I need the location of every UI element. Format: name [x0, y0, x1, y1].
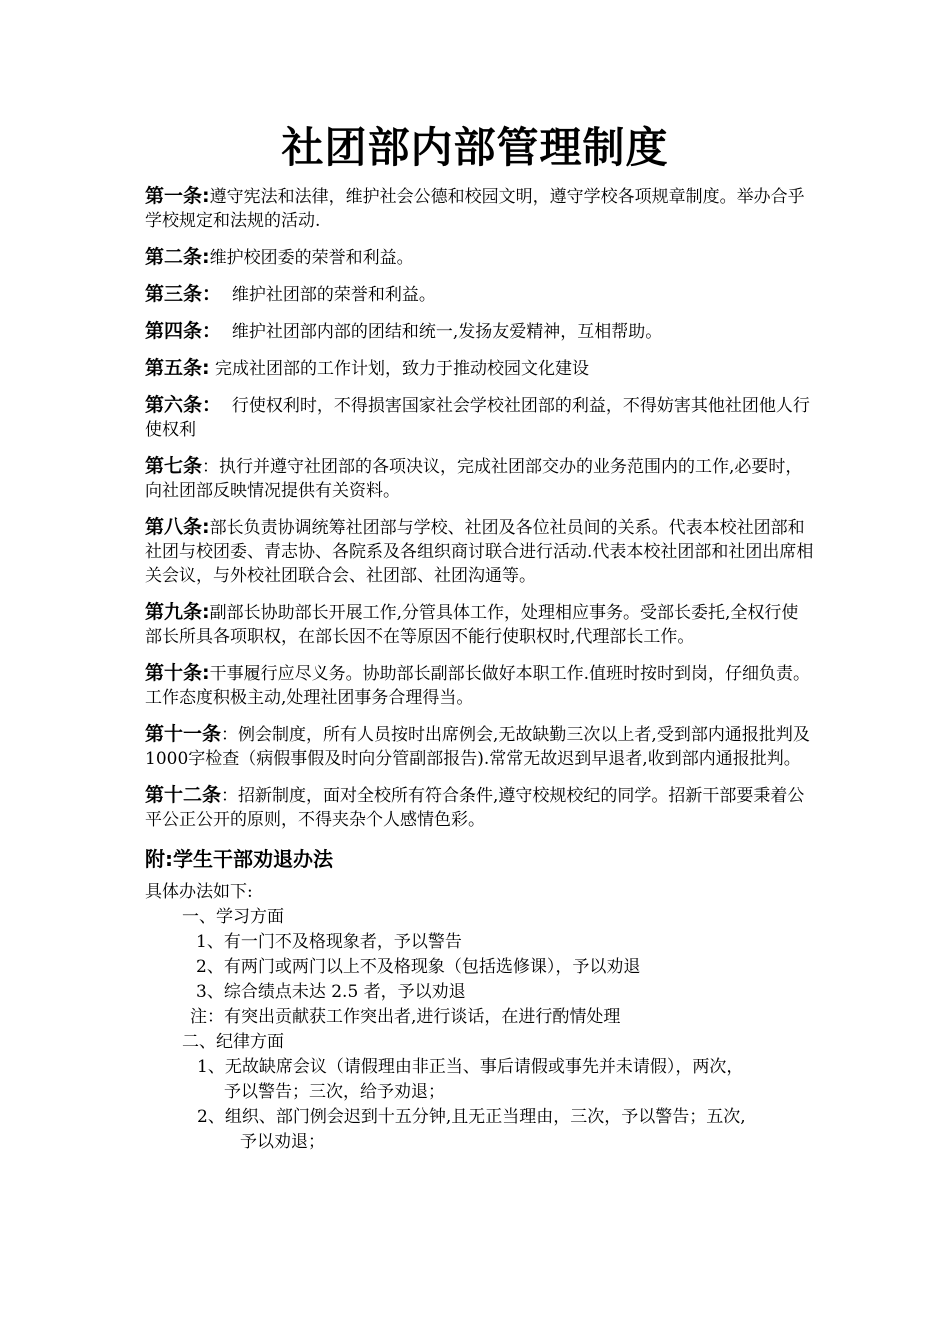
article-label: 第四条：	[145, 320, 222, 342]
article-label: 第八条:	[145, 516, 210, 538]
article-8	[145, 515, 815, 588]
article-label: 第十二条	[145, 784, 222, 806]
article-label: 第五条:	[145, 357, 210, 379]
article-text: 维护校团委的荣誉和利益。	[209, 248, 414, 268]
article-text: 部长负责协调统筹社团部与学校、社团及各位社员间的关系。代表本校社团部和社团与校团委、青志协、各院系及各组织商讨联合进行活动.代表本校社团部和社团出席相关会议，与外校社团联合会、社团部、社团沟通等。	[145, 518, 814, 586]
article-text: 副部长协助部长开展工作,分管具体工作，处理相应事务。受部长委托,全权行使部长所具各项职权，在部长因不在等原因不能行使职权时,代理部长工作。	[145, 603, 799, 647]
list-item: 3、综合绩点未达 2.5 者，予以劝退	[196, 982, 466, 1002]
list-item-line: 2、组织、部门例会迟到十五分钟,且无正当理由，三次，予以警告；五次,	[197, 1107, 746, 1127]
article-label: 第九条:	[145, 601, 210, 623]
article-9	[145, 600, 815, 649]
appendix-title: 附:学生干部劝退办法	[145, 847, 333, 871]
article-text: ：招新制度，面对全校所有符合条件,遵守校规校纪的同学。招新干部要秉着公平公正公开的原则，不得夹杂个人感情色彩。	[145, 786, 805, 830]
article-text: 完成社团部的工作计划，致力于推动校园文化建设	[209, 359, 590, 379]
list-item	[145, 1105, 817, 1155]
article-label: 第十一条	[145, 723, 222, 745]
section-heading-discipline: 二、纪律方面	[182, 1032, 284, 1052]
article-text: ：例会制度，所有人员按时出席例会,无故缺勤三次以上者,受到部内通报批判及1000字检查（病假事假及时向分管副部报告).常常无故迟到早退者,收到部内通报批判。	[145, 725, 810, 769]
article-text: 遵守宪法和法律，维护社会公德和校园文明，遵守学校各项规章制度。举办合乎学校规定和法规的活动.	[145, 187, 805, 231]
article-label: 第三条：	[145, 283, 222, 305]
article-1	[145, 184, 815, 233]
article-11	[145, 722, 815, 771]
list-item: 2、有两门或两门以上不及格现象（包括选修课），予以劝退	[196, 957, 641, 977]
article-label: 第十条:	[145, 662, 210, 684]
appendix-note: 注：有突出贡献获工作突出者,进行谈话，在进行酌情处理	[190, 1007, 621, 1027]
article-text: 干事履行应尽义务。协助部长副部长做好本职工作.值班时按时到岗，仔细负责。工作态度积极主动,处理社团事务合理得当。	[145, 664, 811, 708]
document-title: 社团部内部管理制度	[281, 123, 669, 172]
list-item-line: 予以警告；三次，给予劝退；	[224, 1082, 445, 1102]
list-item	[145, 1055, 817, 1105]
article-2	[145, 245, 815, 270]
list-item-line: 1、无故缺席会议（请假理由非正当、事后请假或事先并未请假），两次，	[197, 1057, 744, 1077]
article-text: ：执行并遵守社团部的各项决议，完成社团部交办的业务范围内的工作,必要时，向社团部反映情况提供有关资料。	[145, 457, 803, 501]
section-heading-study: 一、学习方面	[182, 907, 284, 927]
article-4	[145, 319, 815, 344]
article-12	[145, 783, 815, 832]
article-label: 第一条:	[145, 185, 210, 207]
article-label: 第六条：	[145, 394, 222, 416]
list-item: 1、有一门不及格现象者，予以警告	[196, 932, 462, 952]
article-5	[145, 356, 815, 381]
article-text: 维护社团部内部的团结和统一,发扬友爱精神，互相帮助。	[221, 322, 663, 342]
article-text: 维护社团部的荣誉和利益。	[221, 285, 436, 305]
article-label: 第二条:	[145, 246, 210, 268]
article-10	[145, 661, 815, 710]
article-7	[145, 454, 815, 503]
appendix-intro: 具体办法如下:	[145, 882, 253, 902]
list-item-line: 予以劝退；	[240, 1132, 325, 1152]
article-6	[145, 393, 815, 442]
article-label: 第七条	[145, 455, 203, 477]
article-text: 行使权利时，不得损害国家社会学校社团部的利益，不得妨害其他社团他人行使权利	[145, 396, 810, 440]
articles-section	[145, 184, 815, 1155]
article-3	[145, 282, 815, 307]
